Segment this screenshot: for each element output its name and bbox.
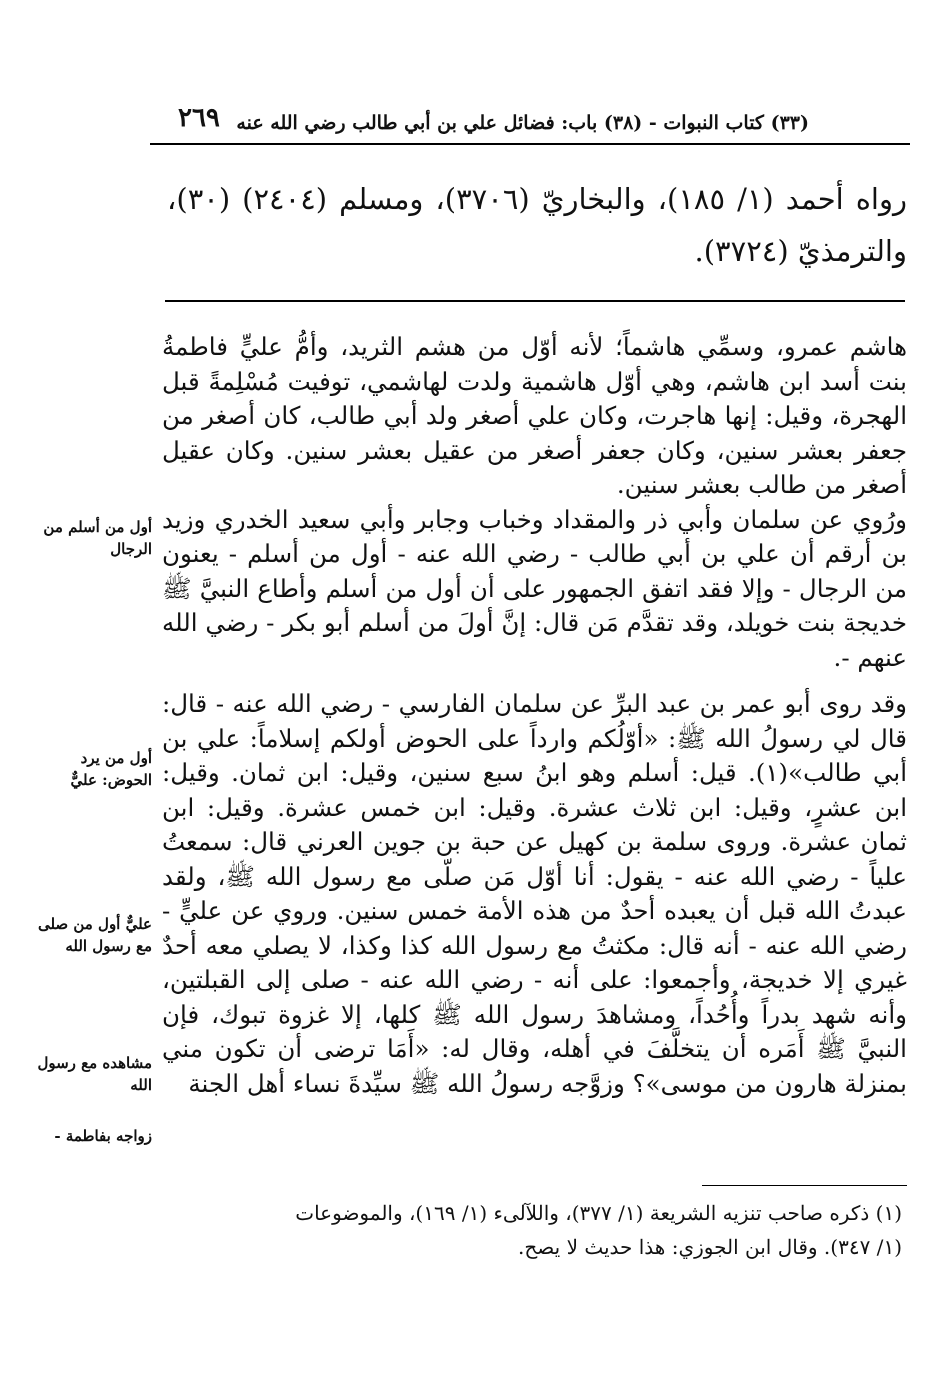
footnote: [162, 1196, 902, 1264]
footnote-line-1: (١) ذكره صاحب تنزيه الشريعة (١/ ٣٧٧)، واللآلىء (١/ ١٦٩)، والموضوعات: [295, 1201, 902, 1225]
margin-note-pond: أول من يرد الحوض: عليٌّ: [70, 749, 152, 789]
paragraph-3: وقد روى أبو عمر بن عبد البرِّ عن سلمان الفارسي - رضي الله عنه - قال: قال لي رسولُ الله ﷺ: «أوّلُكم وارداً على الحوض أولكم إسلاماً: علي بن أبي طالب»(١). قيل: أسلم وهو ابنُ سبع سنين، وقيل: ابن ثمان. وقيل: ابن عشرٍ، وقيل: ابن ثلاث عشرة. وقيل: ابن خمس عشرة. وقيل: ابن ثمان عشرة. وروى سلمة بن كهيل عن حبة بن جوين العرني قال: سمعتُ علياً - رضي الله عنه - يقول: أنا أوّل مَن صلّى مع رسول الله ﷺ، ولقد عبدتُ الله قبل أن يعبده أحدٌ من هذه الأمة خمس سنين. وروي عن عليٍّ - رضي الله عنه - أنه قال: مكثتُ مع رسول الله كذا وكذا، لا يصلي معه أحدٌ غيري إلا خديجة، وأجمعوا: على أنه - رضي الله عنه - صلى إلى القبلتين، وأنه شهد بدراً وأُحُداً، ومشاهدَ رسول الله ﷺ كلها، إلا غزوة تبوك، فإن النبيَّ ﷺ أَمَره أن يتخلَّفَ في أهله، وقال له: «أَمَا ترضى أن تكون مني بمنزلة هارون من موسى»؟ وزوَّجه رسولُ الله ﷺ سيِّدةَ نساء أهل الجنة: [162, 689, 907, 1098]
header-rule: [150, 143, 910, 145]
margin-note-first-prayer: عليٌّ أول من صلى مع رسول الله: [37, 915, 152, 955]
main-body-text: [162, 330, 907, 1101]
footnote-line-2: (١/ ٣٤٧). وقال ابن الجوزي: هذا حديث لا يصح.: [518, 1235, 902, 1259]
footnote-rule: [702, 1185, 907, 1186]
paragraph-2: ورُوي عن سلمان وأبي ذر والمقداد وخباب وجابر وأبي سعيد الخدري وزيد بن أرقم أن علي بن أبي طالب - رضي الله عنه - أول من أسلم - يعنون من الرجال - وإلا فقد اتفق الجمهور على أن أول من أسلم وأطاع النبيَّ ﷺ خديجة بنت خويلد، وقد تقدَّم مَن قال: إنَّ أولَ من أسلم أبو بكر - رضي الله عنهم -.: [162, 504, 907, 672]
top-citation-note: رواه أحمد (١/ ١٨٥)، والبخاريّ (٣٧٠٦)، ومسلم (٢٤٠٤) (٣٠)، والترمذيّ (٣٧٢٤).: [167, 182, 907, 268]
paragraph-1: هاشم عمرو، وسمِّي هاشماً؛ لأنه أوّل من هشم الثريد، وأمُّ عليٍّ فاطمةُ بنت أسد ابن هاشم، وهي أوّل هاشمية ولدت لهاشمي، توفيت مُسْلِمةً قبل الهجرة، وقيل: إنها هاجرت، وكان علي أصغر ولد أبي طالب، كان أصغر من جعفر بعشر سنين، وكان جعفر أصغر من عقيل بعشر سنين. وكان عقيل أصغر من طالب بعشر سنين.: [162, 332, 907, 499]
margin-note-first-muslim: أول من أسلم من الرجال: [43, 518, 152, 558]
margin-note-battles: مشاهده مع رسول الله: [37, 1054, 152, 1094]
section-rule: [165, 300, 905, 302]
page-number: ٢٦٩: [178, 103, 220, 133]
running-title: (٣٣) كتاب النبوات - (٣٨) باب: فضائل علي بن أبي طالب رضي الله عنه: [236, 112, 809, 134]
margin-note-marriage: زواجه بفاطمة -: [54, 1127, 152, 1145]
